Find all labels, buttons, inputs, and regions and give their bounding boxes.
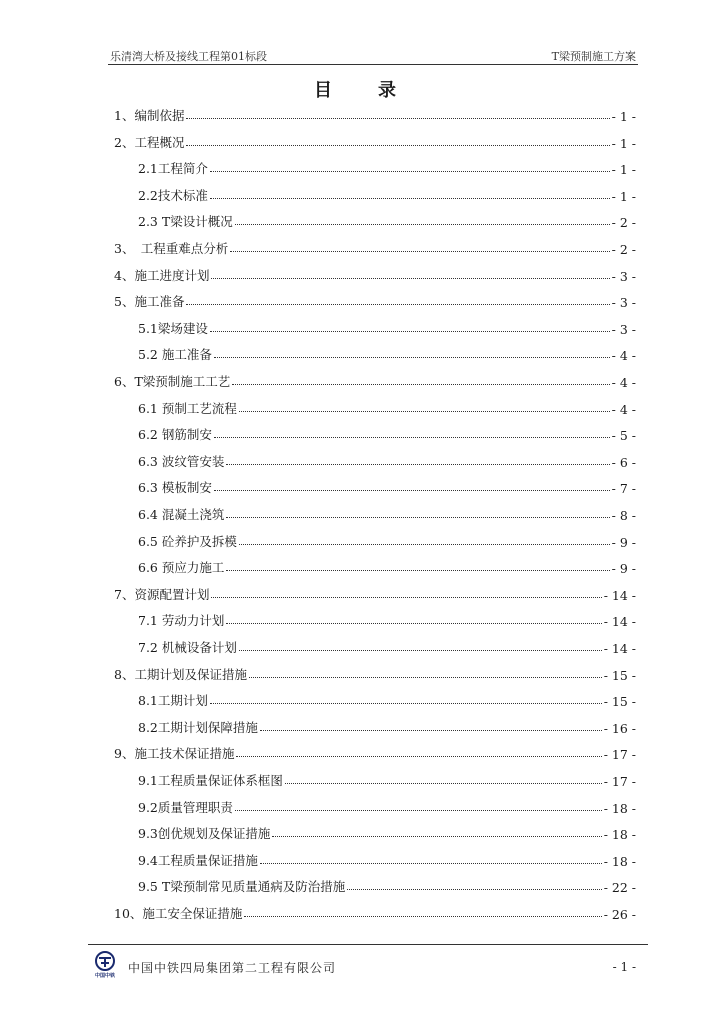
toc-entry-label: 8、工期计划及保证措施 <box>114 666 247 682</box>
toc-entry-page: - 18 - <box>603 827 636 843</box>
toc-entry-label: 7.1 劳动力计划 <box>138 613 225 629</box>
toc-entry-page: - 6 - <box>611 454 636 470</box>
toc-entry[interactable] <box>138 501 636 523</box>
toc-entry-label: 2.2技术标准 <box>138 187 208 203</box>
toc-dot-leader <box>214 490 610 491</box>
toc-entry-label: 3、 工程重难点分析 <box>114 241 229 256</box>
toc-entry-page: - 17 - <box>603 774 636 789</box>
toc-entry[interactable] <box>114 368 636 390</box>
toc-dot-leader <box>239 411 610 412</box>
toc-entry[interactable] <box>138 182 636 204</box>
toc-entry[interactable] <box>138 155 636 177</box>
toc-dot-leader <box>210 331 610 332</box>
toc-entry[interactable] <box>138 820 636 842</box>
toc-entry[interactable] <box>138 528 636 550</box>
toc-entry-page: - 8 - <box>611 508 636 523</box>
toc-entry-page: - 1 - <box>611 188 636 204</box>
toc-dot-leader <box>244 916 601 917</box>
toc-entry-label: 6.3 模板制安 <box>138 480 212 496</box>
toc-entry-label: 4、施工进度计划 <box>114 267 210 283</box>
toc-entry-page: - 15 - <box>603 667 636 683</box>
toc-dot-leader <box>239 544 610 545</box>
toc-entry[interactable] <box>114 102 636 124</box>
toc-entry-page: - 1 - <box>611 162 636 178</box>
toc-entry-page: - 1 - <box>611 109 636 124</box>
toc-dot-leader <box>210 703 602 704</box>
toc-dot-leader <box>272 836 601 837</box>
toc-dot-leader <box>239 650 602 651</box>
toc-dot-leader <box>285 783 602 784</box>
toc-entry-label: 6.6 预应力施工 <box>138 560 225 576</box>
toc-dot-leader <box>260 730 602 731</box>
toc-entry-page: - 5 - <box>611 428 636 444</box>
toc-entry-label: 9.3创优规划及保证措施 <box>138 826 271 842</box>
toc-entry[interactable] <box>138 554 636 576</box>
toc-dot-leader <box>232 384 609 385</box>
toc-entry-page: - 14 - <box>603 587 636 603</box>
toc-entry[interactable] <box>138 448 636 470</box>
toc-entry-page: - 4 - <box>611 375 636 390</box>
toc-entry-label: 7.2 机械设备计划 <box>138 640 237 655</box>
toc-entry-page: - 4 - <box>611 401 636 417</box>
toc-entry[interactable] <box>114 661 636 683</box>
toc-entry-page: - 14 - <box>603 641 636 656</box>
toc-entry-page: - 15 - <box>603 694 636 710</box>
toc-entry[interactable] <box>138 847 636 869</box>
logo-text: 中国中铁 <box>94 973 115 979</box>
toc-entry-page: - 1 - <box>611 135 636 151</box>
toc-dot-leader <box>235 224 610 225</box>
toc-dot-leader <box>210 171 610 172</box>
page-header <box>108 46 638 65</box>
toc-entry[interactable] <box>114 288 636 310</box>
toc-dot-leader <box>210 198 610 199</box>
toc-dot-leader <box>347 889 601 890</box>
toc-entry[interactable] <box>138 395 636 417</box>
toc-entry[interactable] <box>114 740 636 762</box>
header-project-name: 乐清湾大桥及接线工程第01标段 <box>110 50 267 63</box>
toc-dot-leader <box>226 623 601 624</box>
toc-entry[interactable] <box>138 794 636 816</box>
toc-entry-label: 10、施工安全保证措施 <box>114 906 243 921</box>
toc-entry-page: - 7 - <box>611 481 636 497</box>
toc-entry-label: 8.2工期计划保障措施 <box>138 719 258 735</box>
toc-entry-label: 6.1 预制工艺流程 <box>138 400 237 416</box>
toc-entry[interactable] <box>138 315 636 337</box>
toc-entry-page: - 26 - <box>603 907 636 922</box>
toc-dot-leader <box>186 304 609 305</box>
toc-entry-page: - 4 - <box>611 348 636 364</box>
toc-entry-label: 8.1工期计划 <box>138 693 208 709</box>
toc-dot-leader <box>211 597 601 598</box>
toc-entry-label: 2.1工程简介 <box>138 161 208 177</box>
toc-entry-label: 9.4工程质量保证措施 <box>138 852 258 868</box>
toc-entry-label: 5.2 施工准备 <box>138 347 212 363</box>
toc-dot-leader <box>249 677 602 678</box>
toc-entry-page: - 2 - <box>611 215 636 231</box>
toc-entry-page: - 3 - <box>611 321 636 337</box>
toc-dot-leader <box>235 810 602 811</box>
toc-entry-page: - 22 - <box>603 880 636 896</box>
footer-divider <box>88 944 648 945</box>
toc-entry[interactable] <box>138 714 636 736</box>
toc-entry[interactable] <box>138 767 636 789</box>
toc-entry-page: - 9 - <box>611 534 636 550</box>
toc-entry-label: 9.2质量管理职责 <box>138 799 233 815</box>
toc-entry-label: 6.3 波纹管安装 <box>138 453 225 469</box>
toc-entry-label: 9、施工技术保证措施 <box>114 746 235 762</box>
toc-entry-label: 6.5 砼养护及拆模 <box>138 533 237 549</box>
toc-entry-label: 7、资源配置计划 <box>114 586 210 602</box>
toc-entry[interactable] <box>138 341 636 363</box>
toc-entry-label: 6、T梁预制施工工艺 <box>114 374 231 389</box>
toc-dot-leader <box>186 145 609 146</box>
toc-entry-label: 5、施工准备 <box>114 294 185 310</box>
toc-entry-page: - 2 - <box>611 242 636 257</box>
toc-entry[interactable] <box>138 873 636 895</box>
toc-title: 目 录 <box>314 80 410 101</box>
toc-entry-page: - 14 - <box>603 614 636 630</box>
toc-entry-page: - 3 - <box>611 268 636 284</box>
toc-entry[interactable] <box>114 581 636 603</box>
toc-dot-leader <box>236 756 601 757</box>
header-document-title: T梁预制施工方案 <box>551 50 636 63</box>
footer-page-number: - 1 - <box>612 960 636 974</box>
toc-entry-label: 5.1梁场建设 <box>138 320 208 336</box>
toc-entry[interactable] <box>138 634 636 656</box>
toc-dot-leader <box>226 570 609 571</box>
toc-entry-label: 9.1工程质量保证体系框图 <box>138 773 283 788</box>
toc-entry-page: - 18 - <box>603 853 636 869</box>
toc-entry-page: - 16 - <box>603 720 636 736</box>
toc-entry[interactable] <box>138 208 636 230</box>
toc-dot-leader <box>214 357 610 358</box>
toc-entry-label: 2、工程概况 <box>114 134 185 150</box>
toc-dot-leader <box>214 437 610 438</box>
toc-entry[interactable] <box>138 421 636 443</box>
toc-entry[interactable] <box>114 129 636 151</box>
toc-entry-label: 9.5 T梁预制常见质量通病及防治措施 <box>138 879 346 895</box>
toc-entry[interactable] <box>114 900 636 922</box>
toc-entry-label: 2.3 T梁设计概况 <box>138 214 233 230</box>
toc-entry[interactable] <box>138 687 636 709</box>
toc-entry[interactable] <box>114 235 636 257</box>
toc-entry-page: - 3 - <box>611 295 636 311</box>
toc-entry-page: - 9 - <box>611 561 636 577</box>
toc-entry[interactable] <box>114 262 636 284</box>
toc-entry-label: 6.4 混凝土浇筑 <box>138 507 225 522</box>
toc-entry-page: - 17 - <box>603 747 636 763</box>
toc-dot-leader <box>186 118 609 119</box>
toc-dot-leader <box>226 517 609 518</box>
toc-entry[interactable] <box>138 607 636 629</box>
toc-dot-leader <box>226 464 609 465</box>
toc-dot-leader <box>211 278 609 279</box>
footer-company-name: 中国中铁四局集团第二工程有限公司 <box>128 961 337 975</box>
toc-entry-label: 1、编制依据 <box>114 108 185 123</box>
toc-entry-label: 6.2 钢筋制安 <box>138 427 212 443</box>
toc-dot-leader <box>230 251 609 252</box>
toc-entry-page: - 18 - <box>603 800 636 816</box>
toc-dot-leader <box>260 863 602 864</box>
toc-entry[interactable] <box>138 474 636 496</box>
